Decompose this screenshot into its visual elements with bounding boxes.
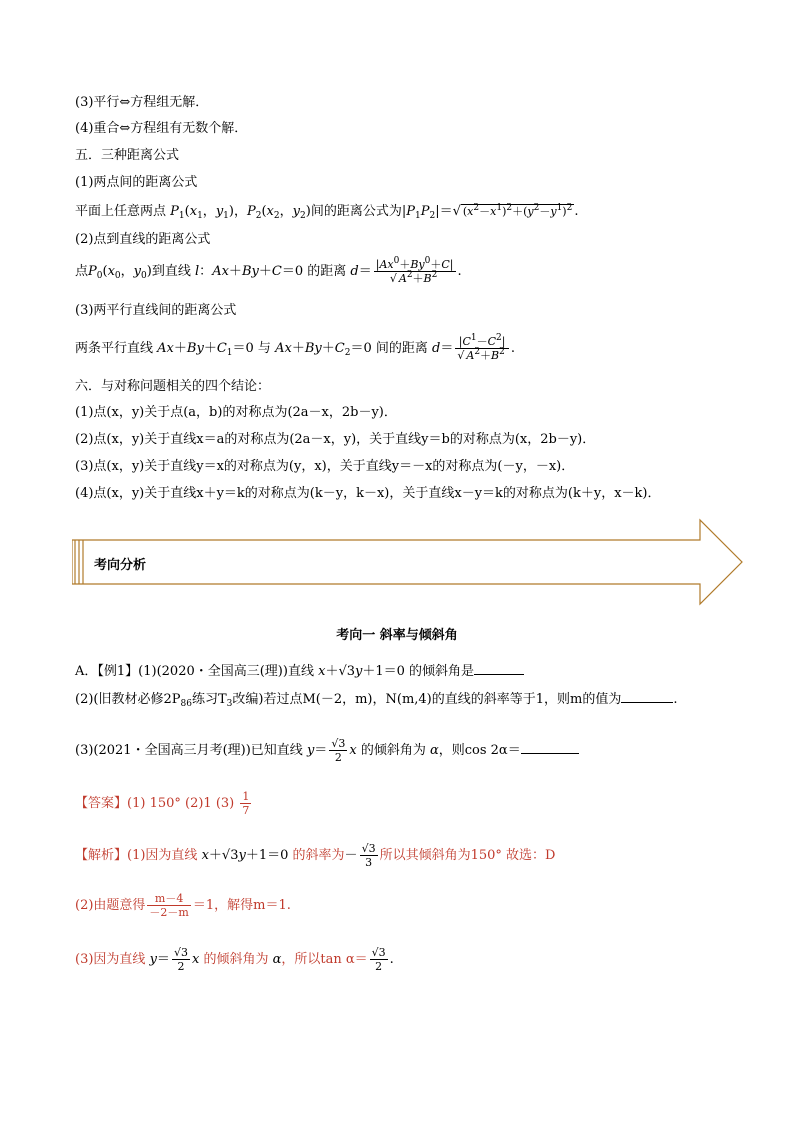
text-two-point-distance: (1)两点间的距离公式	[75, 175, 198, 190]
explanation-3: (3)因为直线 y＝ $\frac{√3}{2}$ x 的倾斜角为 α，所以tan α＝ $\frac{√3}{2}$ .	[75, 946, 394, 973]
symmetry-rule-4: (4)点(x，y)关于直线x＋y＝k的对称点为(k－y，k－x)，关于直线x－y＝k的对称点为(k＋y，x－k)．	[75, 486, 661, 501]
example-question-1: A．【例1】(1)(2020・全国高三(理))直线 x＋√3y＋1＝0 的倾斜角是	[75, 662, 524, 681]
text-parallel-distance: (3)两平行直线间的距离公式	[75, 303, 237, 318]
answer-line: 【答案】(1) 150° (2)1 (3) $\frac{1}{7}$	[75, 790, 250, 817]
explanation-2: (2)由题意得 $\frac{m-4}{-2-m}$ ＝1，解得m＝1.	[75, 892, 291, 919]
example-question-3: (3)(2021・全国高三月考(理))已知直线 y＝ $\frac{√3}{2}$ x 的倾斜角为 α，则cos 2α＝	[75, 737, 579, 764]
arrow-banner-shape	[72, 518, 744, 606]
section-title: 考向一 斜率与倾斜角	[336, 628, 458, 643]
explanation-1: 【解析】(1)因为直线 x＋√3y＋1＝0 的斜率为－ $\frac{√3}{3}$ 所以其倾斜角为150° 故选：D	[75, 842, 556, 869]
symmetry-rule-2: (2)点(x，y)关于直线x＝a的对称点为(2a－x，y)，关于直线y＝b的对称点为(x，2b－y)．	[75, 432, 596, 447]
formula-two-point: 平面上任意两点 $P_1(x_1$，$y_1$)，$P_2(x_2$，$y_2$)间的距离公式为$|P_1P_2|=√$ $(x^2-x^1)^2+(y^2-y^1)^2$ .	[75, 203, 579, 221]
heading-symmetry: 六．与对称问题相关的四个结论：	[75, 379, 271, 394]
formula-parallel-lines: 两条平行直线 $Ax+By+C_1=0$ 与 $Ax+By+C_2=0$ 间的距离 d＝ $\frac{|C^1-C^2|}{√ A^2+B^2}$ .	[75, 333, 516, 362]
formula-point-line: 点$P_0(x_0$，$y_0$)到直线 l：Ax＋By＋C＝0 的距离 d＝ $\frac{|Ax^0+By^0+C|}{√ A^2+B^2}$ .	[75, 256, 462, 285]
symmetry-rule-3: (3)点(x，y)关于直线y＝x的对称点为(y，x)，关于直线y＝－x的对称点为(－y，－x)．	[75, 459, 575, 474]
heading-distance-formulas: 五．三种距离公式	[75, 148, 180, 163]
symmetry-rule-1: (1)点(x，y)关于点(a，b)的对称点为(2a－x，2b－y)．	[75, 405, 397, 420]
text-parallel: (3)平行⇔方程组无解．	[75, 95, 209, 110]
section-banner	[72, 518, 744, 606]
text-coincide: (4)重合⇔方程组有无数个解．	[75, 121, 248, 136]
example-question-2: (2)(旧教材必修$2P_{86}$练习$T_3$改编)若过点M(－2，m)，N(m,4)的直线的斜率等于1，则m的值为 .	[75, 692, 678, 709]
banner-title: 考向分析	[94, 558, 147, 573]
text-point-line-distance: (2)点到直线的距离公式	[75, 232, 211, 247]
